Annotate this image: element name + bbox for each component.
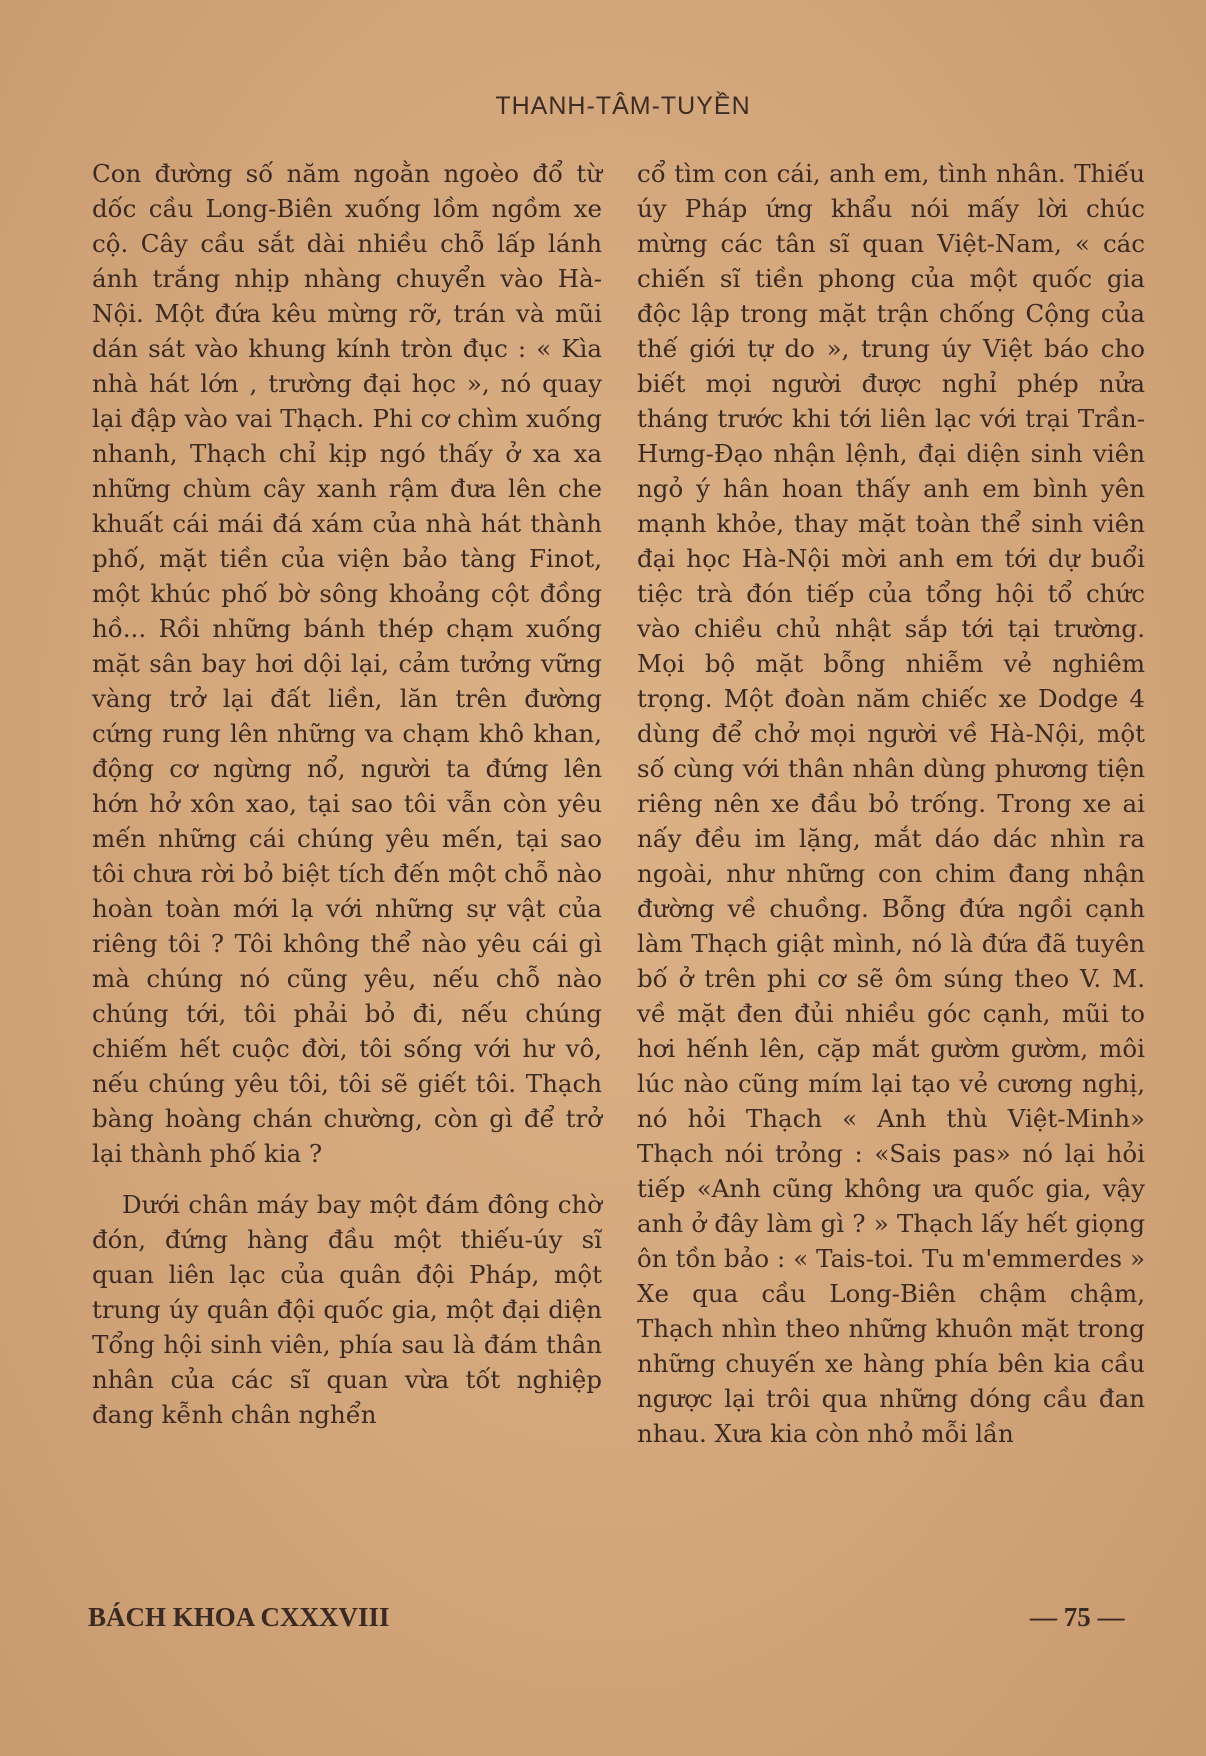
paragraph: Dưới chân máy bay một đám đông chờ đón, đứng hàng đầu một thiếu-úy sĩ quan liên lạc của quân đội Pháp, một trung úy quân đội quốc gia, một đại diện Tổng hội sinh viên, phía sau là đám thân nhân của các sĩ quan vừa tốt nghiệp đang kễnh chân nghển — [92, 1190, 602, 1429]
paragraph: Con đường số năm ngoằn ngoèo đổ từ dốc cầu Long-Biên xuống lồm ngồm xe cộ. Cây cầu sắt dài nhiều chỗ lấp lánh ánh trắng nhịp nhàng chuyển vào Hà-Nội. Một đứa kêu mừng rỡ, trán và mũi dán sát vào khung kính tròn đục : « Kìa nhà hát lớn , trường đại học », nó quay lại đập vào vai Thạch. Phi cơ chìm xuống nhanh, Thạch chỉ kịp ngó thấy ở xa xa những chùm cây xanh rậm đưa lên che khuất cái mái đá xám của nhà hát thành phố, mặt tiền của viện bảo tàng Finot, một khúc phố bờ sông khoảng cột đồng hồ... Rồi những bánh thép chạm xuống mặt sân bay hơi dội lại, cảm tưởng vững vàng trở lại đất liền, lăn trên đường cứng rung lên những va chạm khô khan, động cơ ngừng nổ, người ta đứng lên hớn hở xôn xao, tại sao tôi vẫn còn yêu mến những cái chúng yêu mến, tại sao tôi chưa rời bỏ biệt tích đến một chỗ nào hoàn toàn mới lạ với những sự vật của riêng tôi ? Tôi không thể nào yêu cái gì mà chúng nó cũng yêu, nếu chỗ nào chúng tới, tôi phải bỏ đi, nếu chúng chiếm hết cuộc đời, tôi sống với hư vô, nếu chúng yêu tôi, tôi sẽ giết tôi. Thạch bàng hoàng chán chường, còn gì để trở lại thành phố kia ? — [92, 159, 602, 1168]
page-number: — 75 — — [1030, 1602, 1125, 1632]
left-column — [92, 156, 602, 1432]
right-column — [637, 156, 1145, 1451]
running-header: THANH-TÂM-TUYỀN — [495, 92, 751, 120]
publication-footer: BÁCH KHOA CXXXVIII — [88, 1602, 390, 1632]
paragraph: cổ tìm con cái, anh em, tình nhân. Thiếu úy Pháp ứng khẩu nói mấy lời chúc mừng các tân sĩ quan Việt-Nam, « các chiến sĩ tiền phong của một quốc gia độc lập trong mặt trận chống Cộng của thế giới tự do », trung úy Việt báo cho biết mọi người được nghỉ phép nửa tháng trước khi tới liên lạc với trại Trần-Hưng-Đạo nhận lệnh, đại diện sinh viên ngỏ ý hân hoan thấy anh em bình yên mạnh khỏe, thay mặt toàn thể sinh viên đại học Hà-Nội mời anh em tới dự buổi tiệc trà đón tiếp của tổng hội tổ chức vào chiều chủ nhật sắp tới tại trường. Mọi bộ mặt bỗng nhiễm vẻ nghiêm trọng. Một đoàn năm chiếc xe Dodge 4 dùng để chở mọi người về Hà-Nội, một số cùng với thân nhân dùng phương tiện riêng nên xe đầu bỏ trống. Trong xe ai nấy đều im lặng, mắt dáo dác nhìn ra ngoài, như những con chim đang nhận đường về chuồng. Bỗng đứa ngồi cạnh làm Thạch giật mình, nó là đứa đã tuyên bố ở trên phi cơ sẽ ôm súng theo V. M. về mặt đen đủi nhiều góc cạnh, mũi to hơi hếnh lên, cặp mắt gườm gườm, môi lúc nào cũng mím lại tạo vẻ cương nghị, nó hỏi Thạch « Anh thù Việt-Minh» Thạch nói trỏng : «Sais pas» nó lại hỏi tiếp «Anh cũng không ưa quốc gia, vậy anh ở đây làm gì ? » Thạch lấy hết giọng ôn tồn bảo : « Tais-toi. Tu m'emmerdes » Xe qua cầu Long-Biên chậm chậm, Thạch nhìn theo những khuôn mặt trong những chuyến xe hàng phía bên kia cầu ngược lại trôi qua những dóng cầu đan nhau. Xưa kia còn nhỏ mỗi lần — [637, 159, 1145, 1448]
